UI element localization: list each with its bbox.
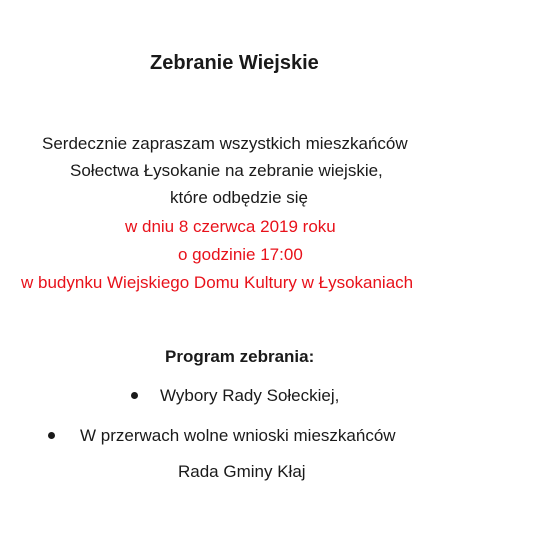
signature: Rada Gminy Kłaj <box>178 462 306 481</box>
meeting-date: w dniu 8 czerwca 2019 roku <box>125 217 336 236</box>
meeting-place: w budynku Wiejskiego Domu Kultury w Łysokaniach <box>21 273 414 292</box>
intro-line-1: Serdecznie zapraszam wszystkich mieszkańców <box>42 134 408 153</box>
intro-line-3: które odbędzie się <box>170 188 308 207</box>
program-item-2: W przerwach wolne wnioski mieszkańców <box>80 426 396 445</box>
bullet-icon <box>131 392 138 399</box>
program-heading: Program zebrania: <box>165 347 315 366</box>
bullet-icon <box>48 432 55 439</box>
intro-line-2: Sołectwa Łysokanie na zebranie wiejskie, <box>70 161 383 180</box>
meeting-time: o godzinie 17:00 <box>178 245 303 264</box>
program-item-1: Wybory Rady Sołeckiej, <box>160 386 340 405</box>
announcement-title: Zebranie Wiejskie <box>150 52 319 74</box>
